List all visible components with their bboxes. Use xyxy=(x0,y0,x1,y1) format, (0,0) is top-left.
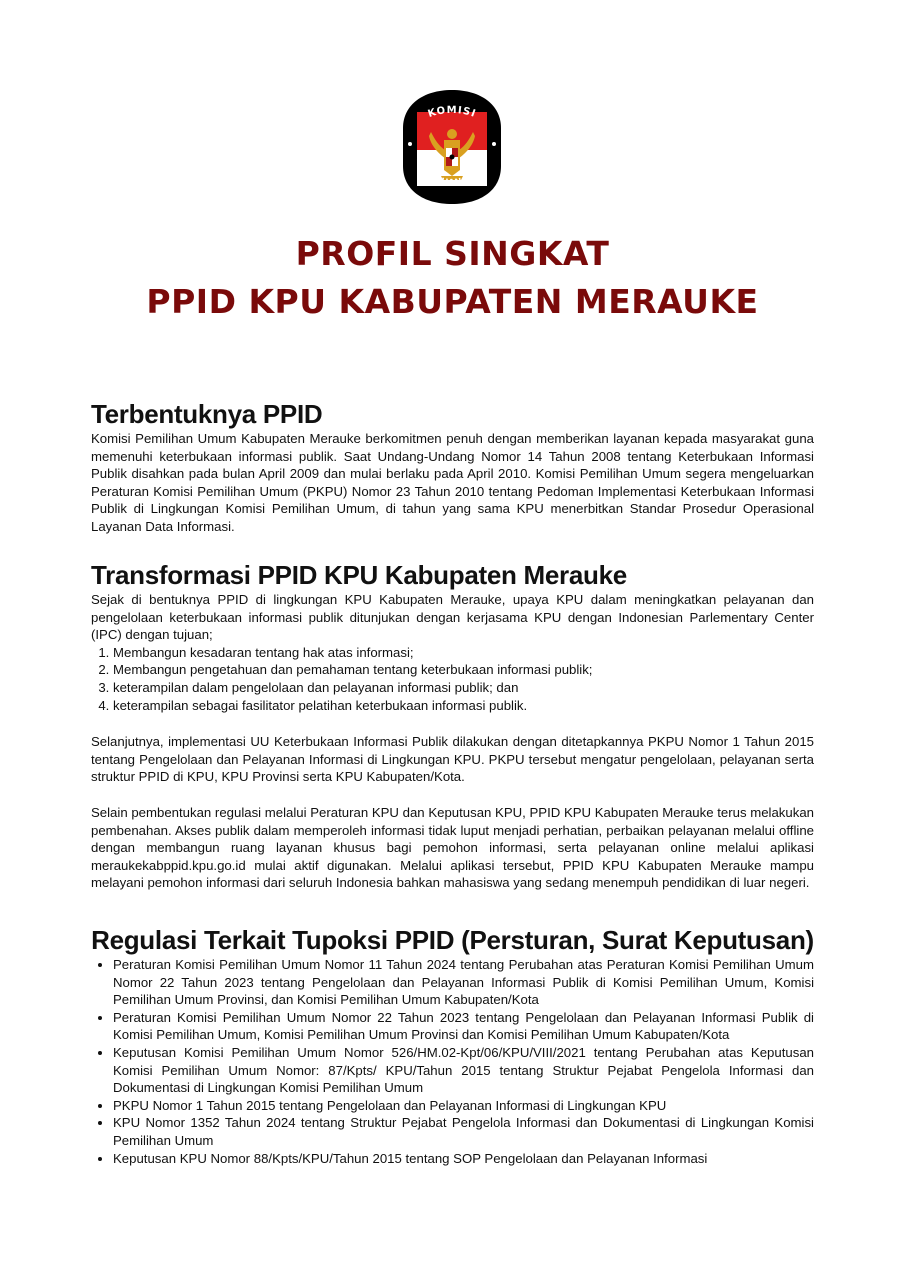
section-formation xyxy=(91,398,814,536)
section-heading: Terbentuknya PPID xyxy=(91,399,323,429)
section-body: Komisi Pemilihan Umum Kabupaten Merauke berkomitmen penuh dengan memberikan layanan kepada masyarakat guna memenuhi keterbukaan informasi publik. Saat Undang-Undang Nomor 14 Tahun 2008 tentang Keterbukaan Informasi Publik disahkan pada bulan April 2009 dan mulai berlaku pada April 2010. Komisi Pemilihan Umum segera mengeluarkan Peraturan Komisi Pemilihan Umum (PKPU) Nomor 23 Tahun 2010 tentang Pedoman Implementasi Keterbukaan Informasi Publik di Lingkungan Komisi Pemilihan Umum, di tahun yang sama KPU menerbitkan Standar Prosedur Operasional Layanan Data Informasi. xyxy=(91,431,814,534)
page-title-line-1: PROFIL SINGKAT xyxy=(295,234,610,273)
paragraph-improvement xyxy=(91,804,814,892)
section-heading: Transformasi PPID KPU Kabupaten Merauke xyxy=(91,560,627,590)
list-item: 2. Membangun pengetahuan dan pemahaman tentang keterbukaan informasi publik; xyxy=(113,661,814,679)
kpu-logo xyxy=(401,88,503,206)
paragraph-text: Selain pembentukan regulasi melalui Peraturan KPU dan Keputusan KPU, PPID KPU Kabupaten Merauke terus melakukan pembenahan. Akses publik dalam memperoleh informasi tidak luput menjadi perhatian, perbaikan pelayanan melalui offline dengan membangun ruang layanan khusus bagi pemohon informasi, serta pelayanan online melalui aplikasi meraukekabppid.kpu.go.id mulai aktif digunakan. Melalui aplikasi tersebut, PPID KPU Kabupaten Merauke mampu melayani pemohon informasi dari seluruh Indonesia bahkan mahasiswa yang sedang menempuh pendidikan di luar negeri. xyxy=(91,805,814,891)
list-item: • Keputusan Komisi Pemilihan Umum Nomor 526/HM.02-Kpt/06/KPU/VIII/2021 tentang Perubahan atas Keputusan Komisi Pemilihan Umum Nomor: 87/Kpts/ KPU/Tahun 2015 tentang Struktur Pejabat Pengelola Informasi dan Dokumentasi di Lingkungan Komisi Pemilihan Umum xyxy=(113,1044,814,1097)
list-item: • Peraturan Komisi Pemilihan Umum Nomor 11 Tahun 2024 tentang Perubahan atas Peraturan Komisi Pemilihan Umum Nomor 22 Tahun 2023 tentang Pengelolaan dan Pelayanan Informasi Publik di Komisi Pemilihan Umum, Komisi Pemilihan Umum Provinsi, dan Komisi Pemilihan Umum Kabupaten/Kota xyxy=(113,956,814,1009)
paragraph-implementation xyxy=(91,733,814,786)
list-item: • Peraturan Komisi Pemilihan Umum Nomor 22 Tahun 2023 tentang Pengelolaan dan Pelayanan Informasi Publik di Komisi Pemilihan Umum, Komisi Pemilihan Umum Provinsi dan Komisi Pemilihan Umum Kabupaten/Kota xyxy=(113,1009,814,1044)
list-item: • KPU Nomor 1352 Tahun 2024 tentang Struktur Pejabat Pengelola Informasi dan Dokumentasi di Lingkungan Komisi Pemilihan Umum xyxy=(113,1114,814,1149)
logo-top-text: KOMISI xyxy=(426,104,478,121)
list-item: 1. Membangun kesadaran tentang hak atas informasi; xyxy=(113,644,814,662)
goals-list xyxy=(91,644,814,714)
section-heading: Regulasi Terkait Tupoksi PPID (Persturan, Surat Keputusan) xyxy=(91,925,814,955)
regulations-list xyxy=(91,956,814,1167)
list-item: 4. keterampilan sebagai fasilitator pelatihan keterbukaan informasi publik. xyxy=(113,697,814,715)
list-item: • PKPU Nomor 1 Tahun 2015 tentang Pengelolaan dan Pelayanan Informasi di Lingkungan KPU xyxy=(113,1097,814,1115)
section-transformation xyxy=(91,559,814,714)
section-intro: Sejak di bentuknya PPID di lingkungan KPU Kabupaten Merauke, upaya KPU dalam meningkatkan pelayanan dan pengelolaan keterbukaan informasi publik ditunjukan dengan kerjasama KPU dengan Indonesian Parlementary Center (IPC) dengan tujuan; xyxy=(91,592,814,643)
paragraph-text: Selanjutnya, implementasi UU Keterbukaan Informasi Publik dilakukan dengan ditetapkannya PKPU Nomor 1 Tahun 2015 tentang Pengelolaan dan Pelayanan Informasi di Lingkungan KPU. PKPU tersebut mengatur pengelolaan, pelayanan serta struktur PPID di KPU, KPU Provinsi serta KPU Kabupaten/Kota. xyxy=(91,734,814,785)
garuda-emblem-icon xyxy=(401,88,503,206)
list-item: • Keputusan KPU Nomor 88/Kpts/KPU/Tahun 2015 tentang SOP Pengelolaan dan Pelayanan Informasi xyxy=(113,1150,814,1168)
section-regulations xyxy=(91,924,814,1167)
logo-bottom-text: PEMILIHAN UMUM xyxy=(413,156,491,189)
list-item: 3. keterampilan dalam pengelolaan dan pelayanan informasi publik; dan xyxy=(113,679,814,697)
page-title-line-2: PPID KPU KABUPATEN MERAUKE xyxy=(146,282,759,321)
